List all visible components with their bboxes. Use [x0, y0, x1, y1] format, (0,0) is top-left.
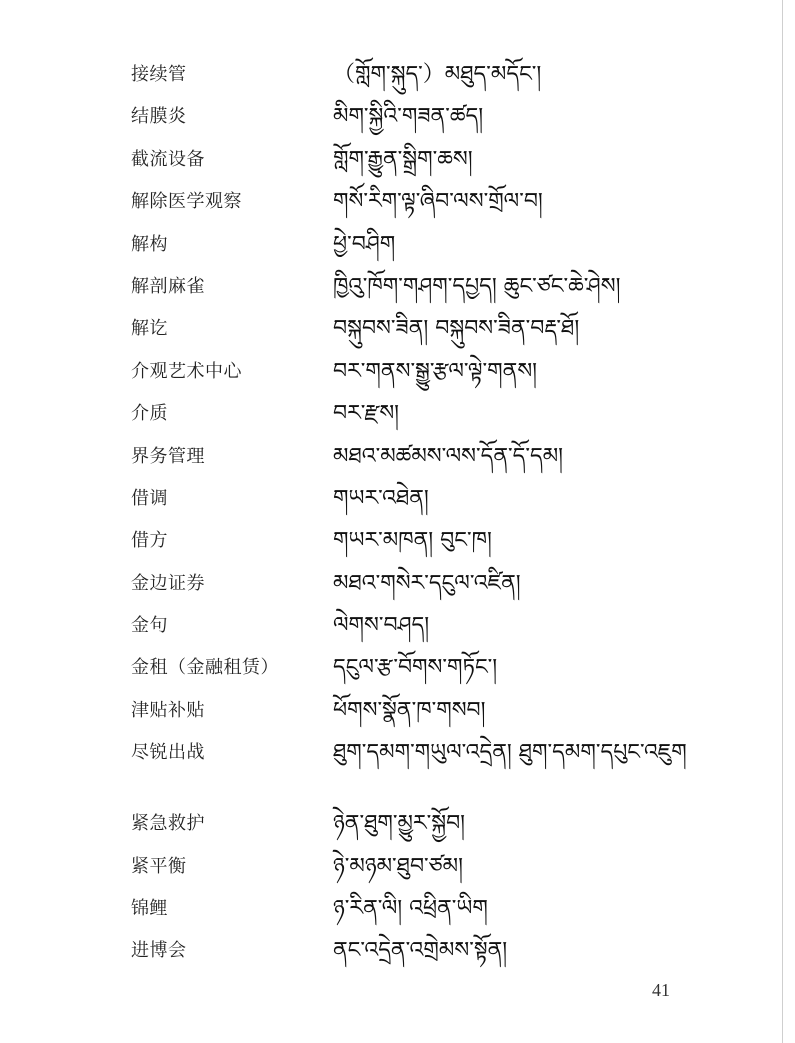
glossary-entry [131, 736, 721, 807]
glossary-entry [131, 609, 721, 651]
tibetan-term: གློག་རྒྱུན་སྒྲིག་ཆས། [333, 146, 473, 172]
glossary-entry [131, 228, 721, 270]
tibetan-term: གཡར་མཁན། བུང་ཁ། [333, 528, 492, 554]
tibetan-term: ཁྱིའུ་ཁོག་གཤག་དཔྱད། ཆུང་ཙང་ཆེ་ཤེས། [333, 273, 621, 299]
tibetan-term: ཐུག་དམག་གཡུལ་འདྲེན། ཐུག་དམག་དཔུང་འཇུག [333, 740, 687, 766]
chinese-term: 锦鲤 [131, 898, 168, 920]
glossary-entry [131, 270, 721, 312]
tibetan-term: ཕྱེ་བཤིག [333, 231, 396, 257]
glossary-entry [131, 355, 721, 397]
chinese-term: 津贴补贴 [131, 699, 205, 721]
glossary-entry [131, 440, 721, 482]
glossary-entry [131, 143, 721, 185]
glossary-entry [131, 397, 721, 439]
glossary-entry [131, 58, 721, 100]
tibetan-term: ལེགས་བཤད། [333, 613, 430, 639]
glossary-entry [131, 651, 721, 693]
tibetan-term: ནང་འདྲེན་འགྲེམས་སྟོན། [333, 938, 508, 964]
chinese-term: 进博会 [131, 940, 187, 962]
glossary-entry [131, 567, 721, 609]
glossary-entry [131, 185, 721, 227]
glossary-entry [131, 100, 721, 142]
chinese-term: 界务管理 [131, 445, 205, 467]
chinese-term: 解除医学观察 [131, 191, 242, 213]
tibetan-term: ཕོགས་སྣོན་ཁ་གསབ། [333, 697, 486, 723]
chinese-term: 金租（金融租赁） [131, 657, 279, 679]
tibetan-term: མཐའ་མཚམས་ལས་དོན་དོ་དམ། [333, 443, 564, 469]
glossary-entry [131, 892, 721, 934]
chinese-term: 接续管 [131, 64, 187, 85]
tibetan-term: ཉ་རིན་ལི། འཕྲིན་ཡིག [333, 896, 488, 922]
tibetan-term: ཉེ་མཉམ་ཐུབ་ཙམ། [333, 853, 463, 879]
glossary-entry [131, 524, 721, 566]
tibetan-term: གསོ་རིག་ལྟ་ཞིབ་ལས་གྲོལ་བ། [333, 189, 543, 215]
chinese-term: 紧平衡 [131, 855, 187, 877]
glossary-entry [131, 312, 721, 354]
page-edge-line [782, 0, 783, 1043]
tibetan-term: དངུལ་རྩ་བོགས་གཏོང་། [333, 655, 498, 681]
tibetan-term: ཉེན་ཐུག་མྱུར་སྐྱོབ། [333, 811, 466, 837]
chinese-term: 紧急救护 [131, 813, 205, 835]
chinese-term: 解讫 [131, 318, 168, 340]
chinese-term: 借方 [131, 530, 168, 552]
tibetan-term: མིག་སྐྱིའི་གཟན་ཚད། [333, 104, 484, 130]
chinese-term: 借调 [131, 487, 168, 509]
glossary-entry [131, 694, 721, 736]
tibetan-term: གཡར་འཐེན། [333, 485, 429, 511]
chinese-term: 解构 [131, 233, 168, 255]
chinese-term: 介质 [131, 403, 168, 425]
tibetan-term: བར་རྫས། [333, 401, 400, 427]
chinese-term: 介观艺术中心 [131, 360, 242, 382]
chinese-term: 金边证券 [131, 572, 205, 594]
chinese-term: 解剖麻雀 [131, 275, 205, 297]
tibetan-term: བར་གནས་སྒྱུ་རྩལ་ལྟེ་གནས། [333, 358, 538, 384]
glossary-entry [131, 850, 721, 892]
chinese-term: 尽锐出战 [131, 742, 205, 764]
page-number: 41 [652, 980, 670, 1000]
tibetan-term: མཐའ་གསེར་དངུལ་འཛིན། [333, 570, 521, 596]
chinese-term: 结膜炎 [131, 106, 187, 128]
glossary-list [131, 58, 721, 977]
chinese-term: 截流设备 [131, 148, 205, 170]
tibetan-term: （གློག་སྐུད་）མཐུད་མདོང་། [333, 62, 542, 87]
glossary-entry [131, 482, 721, 524]
glossary-entry [131, 934, 721, 976]
tibetan-term: བསྐུབས་ཟིན། བསྐུབས་ཟིན་བརྡ་ཐོ། [333, 316, 580, 342]
chinese-term: 金句 [131, 615, 168, 637]
glossary-entry [131, 807, 721, 849]
